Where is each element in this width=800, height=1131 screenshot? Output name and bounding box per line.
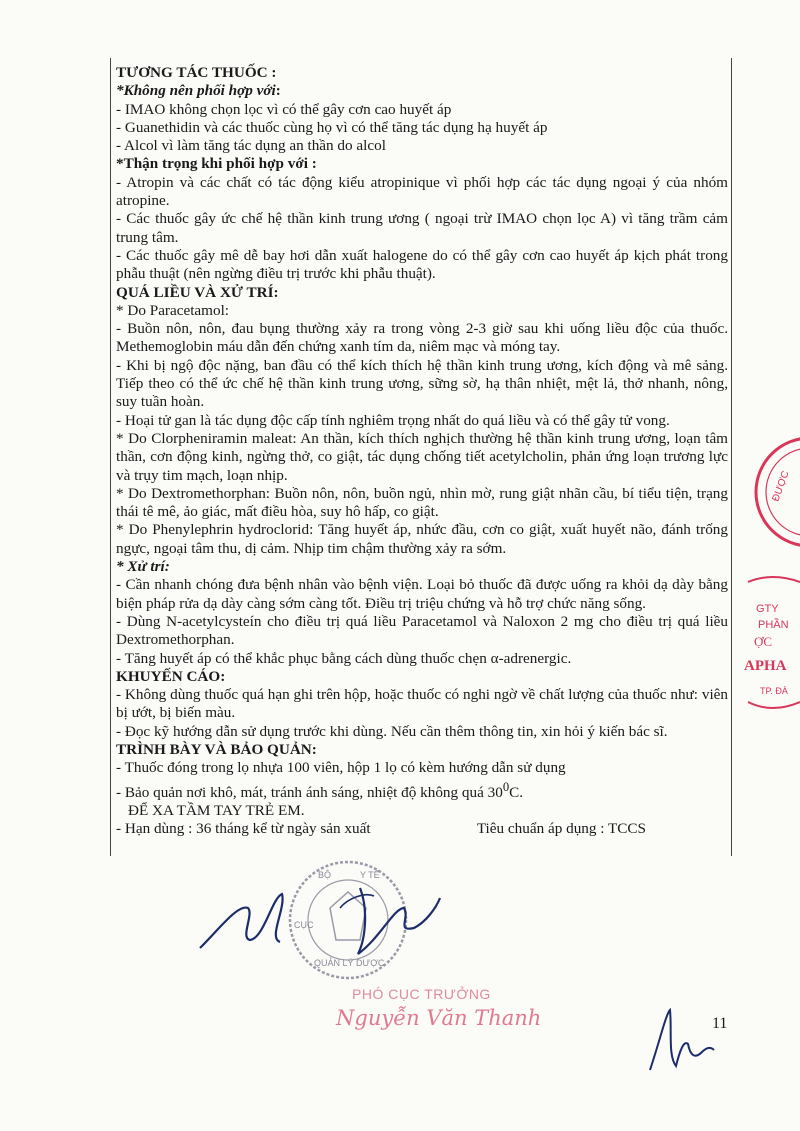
pack-line: - Thuốc đóng trong lọ nhựa 100 viên, hộp 1 lọ có kèm hướng dẫn sử dụng	[116, 759, 566, 777]
avoid-combination-colon: :	[275, 82, 281, 100]
page-frame-right-border	[731, 58, 732, 856]
caution-combination-label: *Thận trọng khi phối hợp với :	[116, 155, 317, 173]
interactions-heading: TƯƠNG TÁC THUỐC :	[116, 64, 277, 81]
presentation-heading: TRÌNH BÀY VÀ BẢO QUẢN:	[116, 740, 317, 758]
applied-standard: Tiêu chuẩn áp dụng : TCCS	[476, 820, 646, 838]
avoid-item: - IMAO không chọn lọc vì có thể gây cơn cao huyết áp	[116, 100, 452, 118]
treatment-item: - Cần nhanh chóng đưa bệnh nhân vào bệnh viện. Loại bỏ thuốc đã được uống ra khỏi dạ dày bằng biện pháp rửa dạ dày càng sớm càng tốt. Điều trị triệu chứng và hỗ trợ chức năng sống.	[116, 576, 728, 612]
stamp-text-phan: PHẦN	[758, 619, 789, 631]
stamp-text-duoc: ĐƯỢC	[770, 469, 792, 504]
handwritten-signature	[190, 868, 450, 978]
caution-item: - Atropin và các chất có tác động kiểu atropinique vì phối hợp các tác dụng ngoại ý của nhóm atropine.	[116, 173, 728, 210]
ministry-stamp-text: QUẢN LÝ DƯỢC	[314, 958, 385, 968]
company-stamp-fragment	[742, 432, 800, 722]
signatory-name: Nguyễn Văn Thanh	[336, 1006, 542, 1030]
keep-from-children: ĐỂ XA TẦM TAY TRẺ EM.	[128, 801, 305, 819]
signatory-title: PHÓ CỤC TRƯỞNG	[352, 986, 491, 1002]
stamp-text-tp: TP. ĐÀ	[760, 686, 788, 696]
phenylephrin-paragraph: * Do Phenylephrin hydroclorid: Tăng huyết áp, nhức đầu, cơn co giật, xuất huyết não, đánh trống ngực, ngoại tâm thu, dị cảm. Nhịp tim chậm thường xảy ra sớm.	[116, 521, 728, 557]
paracetamol-item: - Hoại tử gan là tác dụng độc cấp tính nghiêm trọng nhất do quá liều và có thể gây tử vong.	[116, 411, 670, 429]
paracetamol-item: - Buồn nôn, nôn, đau bụng thường xảy ra trong vòng 2-3 giờ sau khi uống liều độc của thuốc. Methemoglobin máu dẫn đến chứng xanh tím da, niêm mạc và móng tay.	[116, 320, 728, 356]
caution-item: - Các thuốc gây mê dễ bay hơi dẫn xuất halogene do có thể gây cơn cao huyết áp kịch phát trong phẫu thuật (nên ngừng điều trị trước khi phẫu thuật).	[116, 246, 728, 283]
warning-item: - Đọc kỹ hướng dẫn sử dụng trước khi dùng. Nếu cần thêm thông tin, xin hỏi ý kiến bác sĩ.	[116, 722, 668, 740]
clorpheniramin-paragraph: * Do Clorpheniramin maleat: An thần, kích thích nghịch thường hệ thần kinh trung ương, loạn tâm thần, cơn động kinh, ngừng thở, co giật, tác dụng chống tiết acetylcholin, phản ứng loạn trương lực và trụy tim mạch, loạn nhịp.	[116, 429, 728, 484]
storage-degree: 0	[502, 779, 510, 794]
treatment-item: - Dùng N-acetylcysteín cho điều trị quá liều Paracetamol và Naloxon 2 mg cho điều trị quá liều Dextromethorphan.	[116, 612, 728, 649]
paracetamol-item: - Khi bị ngộ độc nặng, ban đầu có thể kích thích hệ thần kinh trung ương, kích động và mê sảng. Tiếp theo có thể ức chế hệ thần kinh trung ương, sững sờ, hạ thân nhiệt, mệt lả, thở nhanh, nông, suy tuần hoàn.	[116, 356, 728, 411]
stamp-text-apha: APHA	[744, 658, 787, 674]
caution-item: - Các thuốc gây ức chế hệ thần kinh trung ương ( ngoại trừ IMAO chọn lọc A) vì tăng trầm cảm trung tâm.	[116, 210, 728, 246]
treatment-label-text: * Xử trí:	[116, 558, 170, 576]
avoid-combination-label	[116, 82, 728, 100]
shelf-life: - Hạn dùng : 36 tháng kể từ ngày sản xuất	[116, 820, 371, 838]
leaflet-content	[116, 64, 728, 839]
storage-line	[116, 778, 728, 802]
shelf-life-row	[116, 820, 728, 838]
stamp-text-gty: GTY	[756, 603, 779, 615]
ministry-stamp-text: BỘ	[318, 870, 332, 880]
stamp-text-oc: ỢC	[754, 634, 773, 649]
avoid-item: - Guanethidin và các thuốc cùng họ vì có thể tăng tác dụng hạ huyết áp	[116, 118, 548, 136]
ministry-stamp-text: CỤC	[294, 920, 314, 930]
page-number: 11	[712, 1015, 728, 1032]
storage-unit: C.	[509, 783, 524, 801]
avoid-item: - Alcol vì làm tăng tác dụng an thần do alcol	[116, 137, 386, 155]
treatment-item: - Tăng huyết áp có thể khắc phục bằng cách dùng thuốc chẹn α-adrenergic.	[116, 649, 572, 667]
dextromethorphan-paragraph: * Do Dextromethorphan: Buồn nôn, nôn, buồn ngủ, nhìn mờ, rung giật nhãn cầu, bí tiểu tiện, trạng thái tê mê, ảo giác, mất điều hòa, suy hô hấp, co giật.	[116, 484, 728, 521]
overdose-heading: QUÁ LIỀU VÀ XỬ TRÍ:	[116, 283, 279, 301]
page-initials-signature	[640, 1000, 720, 1080]
treatment-label	[116, 558, 728, 576]
page-frame-left-border	[110, 58, 111, 856]
warnings-heading: KHUYẾN CÁO:	[116, 667, 226, 685]
paracetamol-label: * Do Paracetamol:	[116, 301, 230, 319]
ministry-stamp-text: Y TẾ	[360, 870, 380, 880]
avoid-combination-text: *Không nên phối hợp với	[116, 82, 276, 100]
storage-text: - Bảo quản nơi khô, mát, tránh ánh sáng, nhiệt độ không quá 30	[116, 783, 503, 801]
warning-item: - Không dùng thuốc quá hạn ghi trên hộp, hoặc thuốc có nghi ngờ về chất lượng của thuốc như: viên bị ướt, bị biến màu.	[116, 686, 728, 722]
